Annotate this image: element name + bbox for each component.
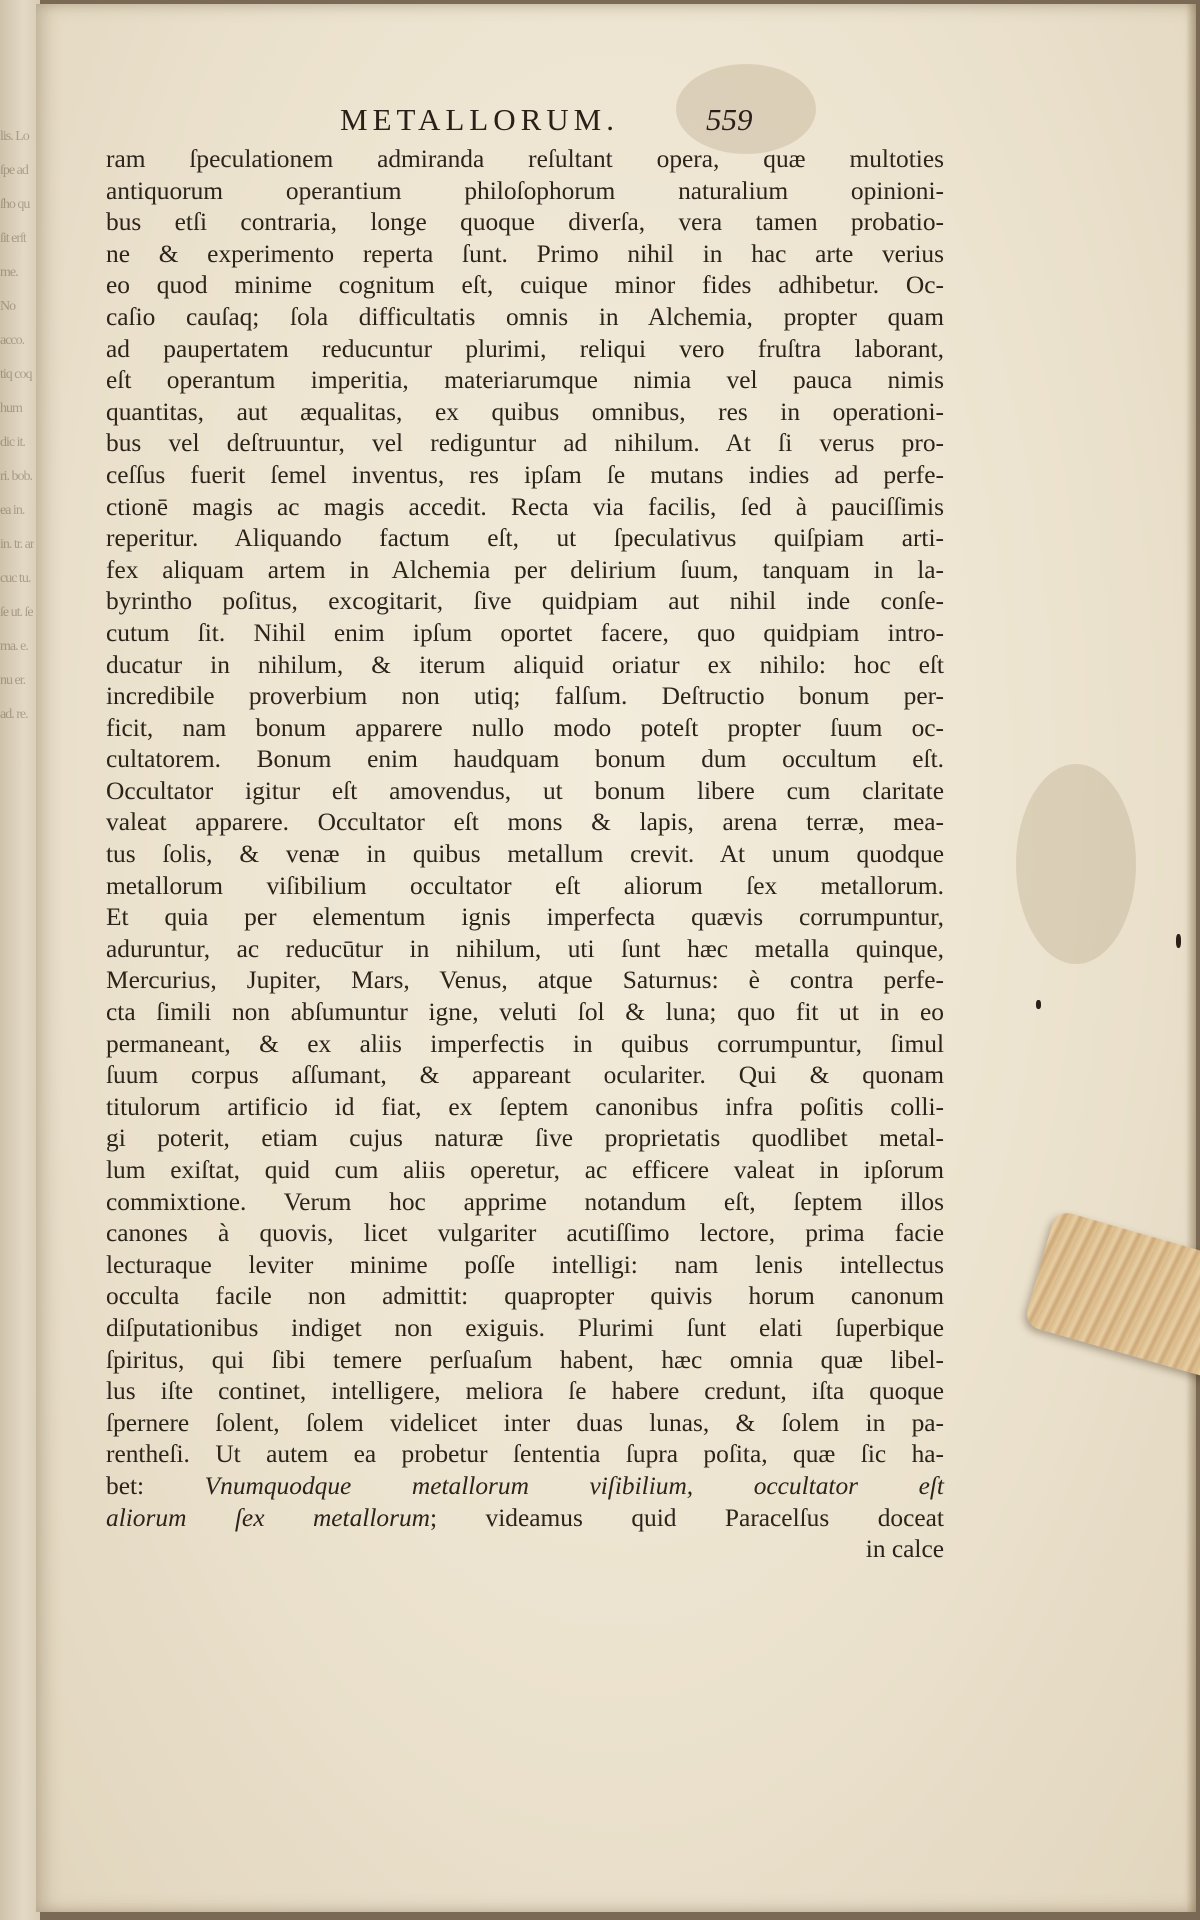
text-line: quantitas, aut æqualitas, ex quibus omnibus, res in operationi- bbox=[106, 397, 944, 426]
italic-quote: Vnumquodque metallorum viſibilium, occultator eſt bbox=[204, 1471, 944, 1500]
text-line: bus etſi contraria, longe quoque diverſa, vera tamen probatio- bbox=[106, 208, 944, 237]
text-line: valeat apparere. Occultator eſt mons & lapis, arena terræ, mea- bbox=[106, 808, 944, 837]
bleed-through-text: lis. Lo ſpe ad ſho qu ſit erſt me. No acco. tiq coq hum dic it. ri. bob. ea in. in. tr. ar cuc tu. ſe ut. ſe ma. e. nu er. ad. re. bbox=[0, 129, 34, 722]
text-line: titulorum artificio id fiat, ex ſeptem canonibus infra poſitis colli- bbox=[106, 1092, 944, 1121]
body-text bbox=[106, 144, 944, 1566]
text-line: rentheſi. Ut autem ea probetur ſententia ſupra poſita, quæ ſic ha- bbox=[106, 1440, 944, 1469]
page-number: 559 bbox=[706, 102, 753, 137]
text-line: aduruntur, ac reducūtur in nihilum, uti ſunt hæc metalla quinque, bbox=[106, 934, 944, 963]
text-line: incredibile proverbium non utiq; falſum. Deſtructio bonum per- bbox=[106, 682, 944, 711]
text-line: ad paupertatem reducuntur plurimi, reliqui vero fruſtra laborant, bbox=[106, 334, 944, 363]
text-line: fex aliquam artem in Alchemia per delirium ſuum, tanquam in la- bbox=[106, 555, 944, 584]
text-run: bet: bbox=[106, 1471, 205, 1500]
text-line: byrintho poſitus, excogitarit, ſive quidpiam aut nihil inde conſe- bbox=[106, 587, 944, 616]
text-line: lum exiſtat, quid cum aliis operetur, ac efficere valeat in ipſorum bbox=[106, 1156, 944, 1184]
text-line: reperitur. Aliquando factum eſt, ut ſpeculativus quiſpiam arti- bbox=[106, 524, 944, 553]
text-line: antiquorum operantium philoſophorum naturalium opinioni- bbox=[106, 176, 944, 205]
text-line-italic-quote bbox=[106, 1503, 944, 1535]
text-line: eo quod minime cognitum eſt, cuique minor fides adhibetur. Oc- bbox=[106, 271, 944, 300]
ink-speck bbox=[1176, 934, 1181, 948]
text-line: Mercurius, Jupiter, Mars, Venus, atque Saturnus: è contra perfe- bbox=[106, 966, 944, 995]
text-line: ſpernere ſolent, ſolem videlicet inter duas lunas, & ſolem in pa- bbox=[106, 1408, 944, 1437]
text-line: commixtione. Verum hoc apprime notandum eſt, ſeptem illos bbox=[106, 1187, 944, 1216]
text-line: caſio cauſaq; ſola difficultatis omnis in Alchemia, propter quam bbox=[106, 302, 944, 331]
text-line: metallorum viſibilium occultator eſt aliorum ſex metallorum. bbox=[106, 871, 944, 900]
text-line: occulta facile non admittit: quapropter quivis horum canonum bbox=[106, 1282, 944, 1311]
page-header bbox=[36, 102, 1196, 146]
text-line: cultatorem. Bonum enim haudquam bonum dum occultum eſt. bbox=[106, 745, 944, 774]
text-line: ctionē magis ac magis accedit. Recta via facilis, ſed à pauciſſimis bbox=[106, 492, 944, 521]
running-title: METALLORUM. bbox=[340, 102, 619, 137]
age-stain bbox=[1016, 764, 1136, 964]
text-line: bus vel deſtruuntur, vel rediguntur ad nihilum. At ſi verus pro- bbox=[106, 429, 944, 458]
book-page bbox=[36, 4, 1196, 1912]
text-line: cta ſimili non abſumuntur igne, veluti ſol & luna; quo fit ut in eo bbox=[106, 998, 944, 1027]
text-line: diſputationibus indiget non exiguis. Plurimi ſunt elati ſuperbique bbox=[106, 1313, 944, 1342]
text-line: ducatur in nihilum, & iterum aliquid oriatur ex nihilo: hoc eſt bbox=[106, 650, 944, 679]
text-line: Occultator igitur eſt amovendus, ut bonum libere cum claritate bbox=[106, 776, 944, 805]
catchword: in calce bbox=[865, 1535, 944, 1564]
ink-speck bbox=[1036, 1000, 1041, 1009]
text-line: permaneant, & ex aliis imperfectis in quibus corrumpuntur, ſimul bbox=[106, 1029, 944, 1058]
text-line: ceſſus fuerit ſemel inventus, res ipſam ſe mutans indies ad perfe- bbox=[106, 460, 944, 489]
text-line: eſt operantum imperitia, materiarumque nimia vel pauca nimis bbox=[106, 366, 944, 395]
text-line: canones à quovis, licet vulgariter acutiſſimo lectore, prima facie bbox=[106, 1219, 944, 1248]
text-line: ram ſpeculationem admiranda reſultant opera, quæ multoties bbox=[106, 145, 944, 173]
text-line: Et quia per elementum ignis imperfecta quævis corrumpuntur, bbox=[106, 903, 944, 932]
text-run: ; videamus quid Paracelſus doceat bbox=[430, 1503, 944, 1532]
text-line: ne & experimento reperta ſunt. Primo nihil in hac arte verius bbox=[106, 239, 944, 268]
text-line: ſuum corpus aſſumant, & appareant oculariter. Qui & quonam bbox=[106, 1061, 944, 1090]
text-line: tus ſolis, & venæ in quibus metallum crevit. At unum quodque bbox=[106, 840, 944, 869]
text-line: cutum ſit. Nihil enim ipſum oportet facere, quo quidpiam intro- bbox=[106, 618, 944, 647]
text-line: gi poterit, etiam cujus naturæ ſive proprietatis quodlibet metal- bbox=[106, 1124, 944, 1153]
text-line: ſpiritus, qui ſibi temere perſuaſum habent, hæc omnia quæ libel- bbox=[106, 1345, 944, 1374]
text-line: lus iſte continet, intelligere, meliora ſe habere credunt, iſta quoque bbox=[106, 1377, 944, 1406]
text-line-italic-quote bbox=[106, 1471, 944, 1503]
text-line: lecturaque leviter minime poſſe intelligi: nam lenis intellectus bbox=[106, 1250, 944, 1279]
text-line: ficit, nam bonum apparere nullo modo poteſt propter ſuum oc- bbox=[106, 713, 944, 742]
italic-quote: aliorum ſex metallorum bbox=[106, 1503, 431, 1532]
